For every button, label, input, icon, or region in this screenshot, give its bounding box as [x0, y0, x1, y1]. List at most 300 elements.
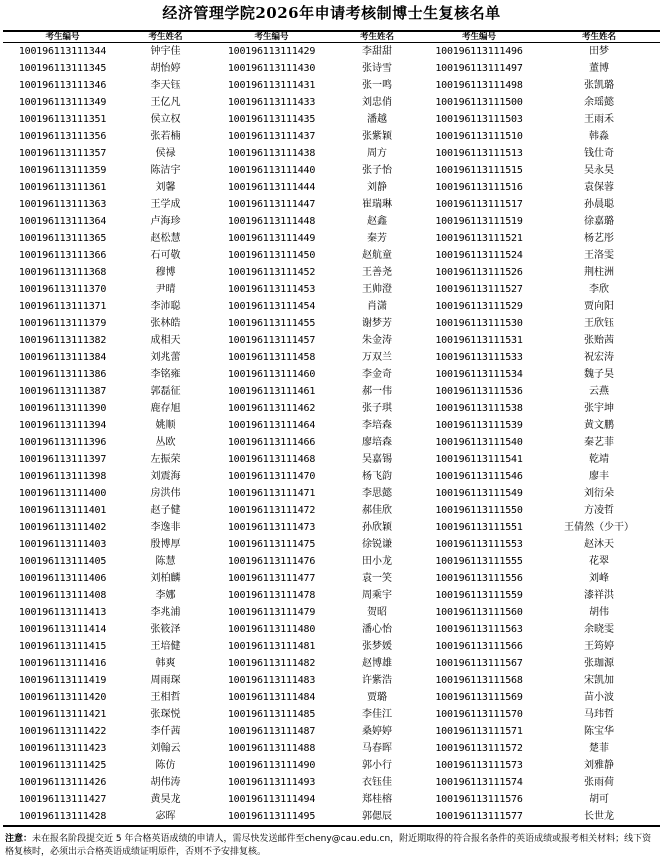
- candidate-name-cell: 胡伟: [589, 607, 609, 618]
- candidate-name-cell: 王亿凡: [150, 97, 181, 108]
- table-row: [3, 468, 660, 485]
- exam-id-cell: 100196113111460: [227, 369, 316, 380]
- candidate-name-cell: 穆博: [155, 267, 176, 278]
- exam-id-cell: 100196113111521: [435, 233, 523, 244]
- header-name: 考生姓名: [538, 31, 660, 43]
- candidate-name-cell: 乾靖: [589, 454, 609, 465]
- exam-id-cell: 100196113111498: [435, 80, 523, 91]
- candidate-name-cell: 胡可: [589, 794, 609, 805]
- candidate-name-cell: 董博: [589, 63, 609, 74]
- exam-id-cell: 100196113111408: [18, 590, 107, 601]
- candidate-name-cell: 秦芳: [367, 233, 387, 244]
- exam-id-cell: 100196113111452: [227, 267, 316, 278]
- exam-id-cell: 100196113111396: [18, 437, 107, 448]
- exam-id-cell: 100196113111449: [227, 233, 316, 244]
- exam-id-cell: 100196113111477: [227, 573, 316, 584]
- exam-id-cell: 100196113111485: [227, 709, 316, 720]
- exam-id-cell: 100196113111356: [18, 131, 107, 142]
- candidate-name-cell: 李金奇: [362, 369, 392, 380]
- candidate-name-cell: 马玮哲: [584, 709, 614, 720]
- candidate-name-cell: 郭小行: [362, 760, 392, 771]
- candidate-name-cell: 房洪伟: [150, 488, 181, 499]
- candidate-name-cell: 袁保蓉: [584, 182, 614, 193]
- table-row: [3, 77, 660, 94]
- table-row: [3, 315, 660, 332]
- exam-id-cell: 100196113111397: [18, 454, 107, 465]
- candidate-name-cell: 秦艺菲: [584, 437, 614, 448]
- exam-id-cell: 100196113111571: [435, 726, 523, 737]
- candidate-name-cell: 田小龙: [362, 556, 392, 567]
- exam-id-cell: 100196113111576: [435, 794, 523, 805]
- exam-id-cell: 100196113111437: [227, 131, 316, 142]
- exam-id-cell: 100196113111346: [18, 80, 107, 91]
- exam-id-cell: 100196113111478: [227, 590, 316, 601]
- candidate-name-cell: 田梦: [589, 46, 609, 57]
- table-row: [3, 281, 660, 298]
- exam-id-cell: 100196113111366: [18, 250, 107, 261]
- exam-id-cell: 100196113111553: [435, 539, 523, 550]
- table-row: [3, 434, 660, 451]
- candidate-name-cell: 韩爽: [155, 658, 176, 669]
- exam-id-cell: 100196113111494: [227, 794, 316, 805]
- candidate-name-cell: 朱金涛: [362, 335, 392, 346]
- table-row: [3, 519, 660, 536]
- table-row: [3, 672, 660, 689]
- candidate-name-cell: 周方: [367, 148, 387, 159]
- exam-id-cell: 100196113111533: [435, 352, 523, 363]
- exam-id-cell: 100196113111363: [18, 199, 107, 210]
- exam-id-cell: 100196113111527: [435, 284, 523, 295]
- candidate-name-cell: 赵博雄: [362, 658, 392, 669]
- exam-id-cell: 100196113111515: [435, 165, 523, 176]
- exam-id-cell: 100196113111541: [435, 454, 523, 465]
- candidate-name-cell: 谢梦芳: [362, 318, 392, 329]
- table-row: [3, 774, 660, 791]
- candidate-name-cell: 刘忠俏: [362, 97, 392, 108]
- candidate-name-cell: 陈洁宇: [150, 165, 181, 176]
- candidate-name-cell: 郑桂榕: [362, 794, 392, 805]
- table-row: [3, 179, 660, 196]
- table-header-row: [3, 31, 660, 43]
- candidate-name-cell: 张雨荷: [584, 777, 614, 788]
- candidate-name-cell: 郭偲辰: [334, 808, 420, 826]
- candidate-name-cell: 刘衍朵: [584, 488, 614, 499]
- exam-id-cell: 100196113111419: [18, 675, 107, 686]
- exam-id-cell: 100196113111430: [227, 63, 316, 74]
- candidate-name-cell: 苗小波: [584, 692, 614, 703]
- exam-id-cell: 100196113111500: [435, 97, 523, 108]
- exam-id-cell: 100196113111468: [227, 454, 316, 465]
- candidate-name-cell: 荆柱洲: [584, 267, 614, 278]
- candidate-name-cell: 侯立权: [150, 114, 181, 125]
- header-exam-id: 考生编号: [3, 31, 122, 43]
- candidate-name-cell: 赵沐天: [584, 539, 614, 550]
- candidate-name-cell: 余晓雯: [584, 624, 614, 635]
- candidate-name-cell: 李甜甜: [362, 46, 392, 57]
- exam-id-cell: 100196113111536: [435, 386, 523, 397]
- candidate-name-cell: 钟宇佳: [150, 46, 181, 57]
- exam-id-cell: 100196113111551: [435, 522, 523, 533]
- candidate-name-cell: 袁一笑: [362, 573, 392, 584]
- candidate-name-cell: 李培森: [362, 420, 392, 431]
- candidate-name-cell: 刘静: [367, 182, 387, 193]
- exam-id-cell: 100196113111559: [435, 590, 523, 601]
- exam-id-cell: 100196113111431: [227, 80, 316, 91]
- exam-id-cell: 100196113111382: [18, 335, 107, 346]
- exam-id-cell: 100196113111488: [227, 743, 316, 754]
- exam-id-cell: 100196113111435: [227, 114, 316, 125]
- candidate-name-cell: 方凌哲: [584, 505, 614, 516]
- header-name: 考生姓名: [334, 31, 420, 43]
- exam-id-cell: 100196113111510: [435, 131, 523, 142]
- exam-id-cell: 100196113111570: [435, 709, 523, 720]
- candidate-name-cell: 张梦媛: [362, 641, 392, 652]
- candidate-name-cell: 李天钰: [150, 80, 181, 91]
- candidate-name-cell: 陈慧: [155, 556, 176, 567]
- candidate-name-cell: 李佳江: [362, 709, 392, 720]
- candidate-name-cell: 肖潇: [367, 301, 387, 312]
- table-row: [3, 689, 660, 706]
- exam-id-cell: 100196113111448: [227, 216, 316, 227]
- table-row: [3, 706, 660, 723]
- exam-id-cell: 100196113111415: [18, 641, 107, 652]
- candidate-name-cell: 赵松慧: [150, 233, 181, 244]
- table-row: [3, 808, 660, 826]
- header-exam-id: 考生编号: [420, 31, 538, 43]
- exam-id-cell: 100196113111539: [435, 420, 523, 431]
- candidate-name-cell: 王善尧: [362, 267, 392, 278]
- table-row: [3, 621, 660, 638]
- exam-id-cell: 100196113111487: [227, 726, 316, 737]
- candidate-name-cell: 李沛聪: [150, 301, 181, 312]
- candidate-name-cell: 王帅澄: [362, 284, 392, 295]
- candidate-name-cell: 王倩然（少干）: [564, 522, 634, 533]
- candidate-name-cell: 徐嘉璐: [584, 216, 614, 227]
- table-row: [3, 332, 660, 349]
- exam-id-cell: 100196113111573: [435, 760, 523, 771]
- exam-id-cell: 100196113111462: [227, 403, 316, 414]
- candidate-name-cell: 李逸非: [150, 522, 181, 533]
- candidate-name-cell: 李铭雍: [150, 369, 181, 380]
- candidate-name-cell: 贺昭: [367, 607, 387, 618]
- candidate-name-cell: 马春晖: [362, 743, 392, 754]
- exam-id-cell: 100196113111447: [227, 199, 316, 210]
- candidate-name-cell: 李娜: [155, 590, 176, 601]
- candidate-name-cell: 殷博厚: [150, 539, 181, 550]
- table-row: [3, 264, 660, 281]
- table-body: [3, 43, 660, 827]
- candidate-name-cell: 祝宏涛: [584, 352, 614, 363]
- candidate-name-cell: 张宇坤: [584, 403, 614, 414]
- table-row: [3, 94, 660, 111]
- exam-id-cell: 100196113111483: [227, 675, 316, 686]
- candidate-name-cell: 许紫浩: [362, 675, 392, 686]
- candidate-name-cell: 刘兆蕾: [150, 352, 181, 363]
- candidate-name-cell: 贾向阳: [584, 301, 614, 312]
- table-row: [3, 587, 660, 604]
- table-row: [3, 145, 660, 162]
- candidate-name-cell: 胡伟涛: [150, 777, 181, 788]
- exam-id-cell: 100196113111516: [435, 182, 523, 193]
- exam-id-cell: 100196113111556: [435, 573, 523, 584]
- exam-id-cell: 100196113111379: [18, 318, 107, 329]
- exam-id-cell: 100196113111420: [18, 692, 107, 703]
- exam-id-cell: 100196113111475: [227, 539, 316, 550]
- exam-id-cell: 100196113111423: [18, 743, 107, 754]
- exam-id-cell: 100196113111402: [18, 522, 107, 533]
- exam-id-cell: 100196113111538: [435, 403, 523, 414]
- table-row: [3, 111, 660, 128]
- candidate-name-cell: 宓晖: [122, 808, 209, 826]
- candidate-name-cell: 张紫颖: [362, 131, 392, 142]
- exam-id-cell: 100196113111433: [227, 97, 316, 108]
- table-row: [3, 553, 660, 570]
- exam-id-cell: 100196113111361: [18, 182, 107, 193]
- exam-id-cell: 100196113111503: [435, 114, 523, 125]
- exam-id-cell: 100196113111569: [435, 692, 523, 703]
- table-row: [3, 604, 660, 621]
- exam-id-cell: 100196113111364: [18, 216, 107, 227]
- candidate-name-cell: 张珈源: [584, 658, 614, 669]
- exam-id-cell: 100196113111359: [18, 165, 107, 176]
- table-row: [3, 349, 660, 366]
- candidate-name-cell: 李仟茜: [150, 726, 181, 737]
- exam-id-cell: 100196113111574: [435, 777, 523, 788]
- candidate-name-cell: 长世龙: [538, 808, 660, 826]
- candidate-name-cell: 王雨禾: [584, 114, 614, 125]
- candidate-name-cell: 刘雅静: [584, 760, 614, 771]
- candidate-name-cell: 张凯璐: [584, 80, 614, 91]
- candidate-table: [3, 30, 660, 827]
- exam-id-cell: 100196113111464: [227, 420, 316, 431]
- exam-id-cell: 100196113111349: [18, 97, 107, 108]
- candidate-name-cell: 王欣钰: [584, 318, 614, 329]
- exam-id-cell: 100196113111560: [435, 607, 523, 618]
- candidate-name-cell: 王相哲: [150, 692, 181, 703]
- exam-id-cell: 100196113111438: [227, 148, 316, 159]
- exam-id-cell: 100196113111406: [18, 573, 107, 584]
- candidate-name-cell: 刘翰云: [150, 743, 181, 754]
- candidate-name-cell: 姚顺: [155, 420, 176, 431]
- note-label: 注意：: [5, 834, 33, 844]
- candidate-name-cell: 张若楠: [150, 131, 181, 142]
- candidate-name-cell: 王筠婷: [584, 641, 614, 652]
- candidate-name-cell: 成相天: [150, 335, 181, 346]
- candidate-name-cell: 赵鑫: [367, 216, 387, 227]
- exam-id-cell: 100196113111534: [435, 369, 523, 380]
- table-row: [3, 196, 660, 213]
- exam-id-cell: 100196113111572: [435, 743, 523, 754]
- candidate-name-cell: 杨艺彤: [584, 233, 614, 244]
- candidate-name-cell: 张林皓: [150, 318, 181, 329]
- exam-id-cell: 100196113111550: [435, 505, 523, 516]
- exam-id-cell: 100196113111425: [18, 760, 107, 771]
- candidate-name-cell: 张贻茜: [584, 335, 614, 346]
- note-text: 未在报名阶段提交近 5 年合格英语成绩的申请人，需尽快发送邮件至cheny@cau.edu.cn，附近期取得的符合报名条件的英语成绩或报考相关材料；线下资格复核时，必须出示合格英语成绩证明原件，否则不予安排复核。: [5, 834, 652, 857]
- candidate-name-cell: 黄文鹏: [584, 420, 614, 431]
- exam-id-cell: 100196113111429: [227, 46, 316, 57]
- candidate-name-cell: 廖培森: [362, 437, 392, 448]
- table-row: [3, 247, 660, 264]
- exam-id-cell: 100196113111384: [18, 352, 107, 363]
- candidate-name-cell: 王洛雯: [584, 250, 614, 261]
- candidate-name-cell: 左振荣: [150, 454, 181, 465]
- exam-id-cell: 100196113111455: [227, 318, 316, 329]
- candidate-name-cell: 赵航童: [362, 250, 392, 261]
- candidate-name-cell: 张诗雪: [362, 63, 392, 74]
- candidate-name-cell: 胡怡婷: [150, 63, 181, 74]
- table-row: [3, 162, 660, 179]
- candidate-name-cell: 刘震海: [150, 471, 181, 482]
- exam-id-cell: 100196113111453: [227, 284, 316, 295]
- header-name: 考生姓名: [122, 31, 209, 43]
- candidate-name-cell: 云燕: [589, 386, 609, 397]
- exam-id-cell: 100196113111497: [435, 63, 523, 74]
- exam-id-cell: 100196113111403: [18, 539, 107, 550]
- candidate-name-cell: 孙欣颖: [362, 522, 392, 533]
- candidate-name-cell: 刘柏麟: [150, 573, 181, 584]
- exam-id-cell: 100196113111495: [209, 808, 334, 826]
- exam-id-cell: 100196113111549: [435, 488, 523, 499]
- candidate-name-cell: 周雨琛: [150, 675, 181, 686]
- table-row: [3, 451, 660, 468]
- table-row: [3, 638, 660, 655]
- exam-id-cell: 100196113111517: [435, 199, 523, 210]
- exam-id-cell: 100196113111365: [18, 233, 107, 244]
- exam-id-cell: 100196113111484: [227, 692, 316, 703]
- table-row: [3, 536, 660, 553]
- exam-id-cell: 100196113111401: [18, 505, 107, 516]
- exam-id-cell: 100196113111563: [435, 624, 523, 635]
- exam-id-cell: 100196113111568: [435, 675, 523, 686]
- candidate-name-cell: 赵子健: [150, 505, 181, 516]
- candidate-name-cell: 吴永昊: [584, 165, 614, 176]
- exam-id-cell: 100196113111490: [227, 760, 316, 771]
- exam-id-cell: 100196113111479: [227, 607, 316, 618]
- exam-id-cell: 100196113111513: [435, 148, 523, 159]
- table-row: [3, 213, 660, 230]
- exam-id-cell: 100196113111473: [227, 522, 316, 533]
- exam-id-cell: 100196113111480: [227, 624, 316, 635]
- exam-id-cell: 100196113111386: [18, 369, 107, 380]
- exam-id-cell: 100196113111524: [435, 250, 523, 261]
- candidate-name-cell: 张一鸣: [362, 80, 392, 91]
- candidate-name-cell: 黄昊龙: [150, 794, 181, 805]
- candidate-name-cell: 郭磊征: [150, 386, 181, 397]
- exam-id-cell: 100196113111370: [18, 284, 107, 295]
- exam-id-cell: 100196113111482: [227, 658, 316, 669]
- table-row: [3, 655, 660, 672]
- candidate-name-cell: 杨飞韵: [362, 471, 392, 482]
- candidate-name-cell: 刘峰: [589, 573, 609, 584]
- table-row: [3, 757, 660, 774]
- exam-id-cell: 100196113111427: [18, 794, 107, 805]
- exam-id-cell: 100196113111351: [18, 114, 107, 125]
- table-row: [3, 128, 660, 145]
- candidate-name-cell: 漆祥洪: [584, 590, 614, 601]
- candidate-name-cell: 周乘宇: [362, 590, 392, 601]
- exam-id-cell: 100196113111458: [227, 352, 316, 363]
- exam-id-cell: 100196113111421: [18, 709, 107, 720]
- candidate-name-cell: 尹晴: [155, 284, 176, 295]
- candidate-name-cell: 余瑶懿: [584, 97, 614, 108]
- candidate-name-cell: 衣钰佳: [362, 777, 392, 788]
- candidate-name-cell: 郝一伟: [362, 386, 392, 397]
- exam-id-cell: 100196113111481: [227, 641, 316, 652]
- candidate-name-cell: 魏子昊: [584, 369, 614, 380]
- candidate-name-cell: 鹿存旭: [150, 403, 181, 414]
- table-row: [3, 383, 660, 400]
- exam-id-cell: 100196113111444: [227, 182, 316, 193]
- exam-id-cell: 100196113111529: [435, 301, 523, 312]
- exam-id-cell: 100196113111493: [227, 777, 316, 788]
- exam-id-cell: 100196113111555: [435, 556, 523, 567]
- table-row: [3, 485, 660, 502]
- candidate-name-cell: 钱仕奇: [584, 148, 614, 159]
- exam-id-cell: 100196113111461: [227, 386, 316, 397]
- exam-id-cell: 100196113111398: [18, 471, 107, 482]
- table-row: [3, 417, 660, 434]
- candidate-name-cell: 李兆浦: [150, 607, 181, 618]
- exam-id-cell: 100196113111546: [435, 471, 523, 482]
- candidate-name-cell: 李欣: [589, 284, 609, 295]
- exam-id-cell: 100196113111368: [18, 267, 107, 278]
- candidate-name-cell: 王学成: [150, 199, 181, 210]
- exam-id-cell: 100196113111496: [435, 46, 523, 57]
- table-row: [3, 502, 660, 519]
- candidate-name-cell: 韩淼: [589, 131, 609, 142]
- candidate-name-cell: 孙晨聪: [584, 199, 614, 210]
- exam-id-cell: 100196113111450: [227, 250, 316, 261]
- page-title: 经济管理学院2026年申请考核制博士生复核名单: [162, 4, 501, 22]
- candidate-name-cell: 卢海珍: [150, 216, 181, 227]
- exam-id-cell: 100196113111457: [227, 335, 316, 346]
- table-row: [3, 570, 660, 587]
- table-row: [3, 791, 660, 808]
- table-row: [3, 366, 660, 383]
- exam-id-cell: 100196113111566: [435, 641, 523, 652]
- exam-id-cell: 100196113111567: [435, 658, 523, 669]
- exam-id-cell: 100196113111345: [18, 63, 107, 74]
- table-row: [3, 723, 660, 740]
- exam-id-cell: 100196113111357: [18, 148, 107, 159]
- footer-note: [5, 833, 658, 859]
- candidate-name-cell: 陈仿: [155, 760, 176, 771]
- candidate-name-cell: 丛欧: [155, 437, 176, 448]
- candidate-name-cell: 桑婷婷: [362, 726, 392, 737]
- candidate-name-cell: 郝佳欣: [362, 505, 392, 516]
- candidate-name-cell: 徐锐谦: [362, 539, 392, 550]
- candidate-name-cell: 张子琪: [362, 403, 392, 414]
- table-row: [3, 298, 660, 315]
- exam-id-cell: 100196113111413: [18, 607, 107, 618]
- exam-id-cell: 100196113111540: [435, 437, 523, 448]
- exam-id-cell: 100196113111519: [435, 216, 523, 227]
- exam-id-cell: 100196113111371: [18, 301, 107, 312]
- exam-id-cell: 100196113111422: [18, 726, 107, 737]
- exam-id-cell: 100196113111454: [227, 301, 316, 312]
- candidate-name-cell: 李思懿: [362, 488, 392, 499]
- candidate-name-cell: 张子怡: [362, 165, 392, 176]
- exam-id-cell: 100196113111470: [227, 471, 316, 482]
- candidate-name-cell: 陈宝华: [584, 726, 614, 737]
- table-row: [3, 230, 660, 247]
- candidate-name-cell: 万双兰: [362, 352, 392, 363]
- exam-id-cell: 100196113111577: [420, 808, 538, 826]
- candidate-name-cell: 崔瑞琳: [362, 199, 392, 210]
- exam-id-cell: 100196113111387: [18, 386, 107, 397]
- exam-id-cell: 100196113111476: [227, 556, 316, 567]
